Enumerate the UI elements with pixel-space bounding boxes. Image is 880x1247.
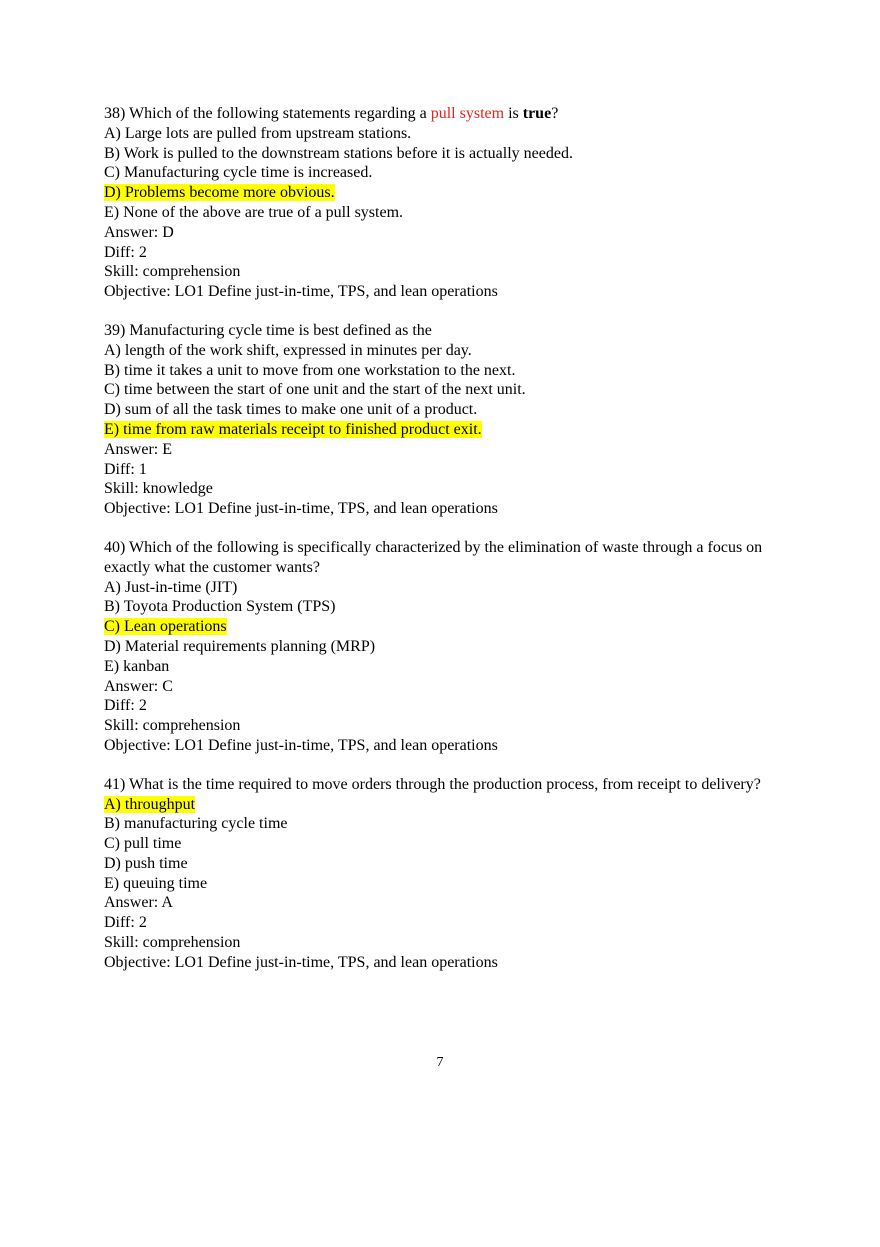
option-c-correct: C) Lean operations [104,618,227,636]
difficulty-line: Diff: 2 [104,914,147,932]
option-b: B) Toyota Production System (TPS) [104,598,336,616]
objective-line: Objective: LO1 Define just-in-time, TPS, and lean operations [104,283,498,301]
answer-line: Answer: E [104,440,172,458]
option-b: B) manufacturing cycle time [104,815,288,833]
question-stem: 40) Which of the following is specifically characterized by the elimination of waste through a focus on exactly what the customer wants? [104,538,763,576]
skill-line: Skill: comprehension [104,263,241,281]
question-stem: 39) Manufacturing cycle time is best defined as the [104,321,432,339]
question-39 [104,321,784,519]
option-e: E) queuing time [104,874,208,892]
option-a-correct: A) throughput [104,795,196,813]
option-a: A) Large lots are pulled from upstream stations. [104,124,412,142]
objective-line: Objective: LO1 Define just-in-time, TPS, and lean operations [104,953,498,971]
question-38 [104,104,784,302]
skill-line: Skill: comprehension [104,934,241,952]
page-number: 7 [436,1055,444,1070]
question-41 [104,775,784,973]
difficulty-line: Diff: 1 [104,460,147,478]
stem-text: ? [551,105,559,122]
option-c: C) time between the start of one unit and the start of the next unit. [104,381,526,399]
option-b: B) time it takes a unit to move from one workstation to the next. [104,361,516,379]
objective-line: Objective: LO1 Define just-in-time, TPS, and lean operations [104,500,498,518]
skill-line: Skill: knowledge [104,480,213,498]
option-e: E) None of the above are true of a pull system. [104,203,404,221]
question-stem [104,104,784,124]
difficulty-line: Diff: 2 [104,243,147,261]
option-a: A) Just-in-time (JIT) [104,578,238,596]
option-d: D) Material requirements planning (MRP) [104,637,376,655]
option-d-correct: D) Problems become more obvious. [104,184,335,202]
answer-line: Answer: A [104,894,173,912]
option-e-correct: E) time from raw materials receipt to finished product exit. [104,420,482,438]
stem-red-term: pull system [430,105,505,122]
option-d: D) sum of all the task times to make one unit of a product. [104,401,478,419]
question-40 [104,538,784,756]
difficulty-line: Diff: 2 [104,697,147,715]
option-c: C) pull time [104,835,182,853]
option-d: D) push time [104,854,188,872]
stem-text: 38) Which of the following statements regarding a [104,105,431,122]
skill-line: Skill: comprehension [104,717,241,735]
option-b: B) Work is pulled to the downstream stations before it is actually needed. [104,144,573,162]
option-e: E) kanban [104,657,170,675]
document-body [104,104,784,992]
question-stem: 41) What is the time required to move orders through the production process, from receipt to delivery? [104,775,761,793]
stem-bold-term: true [522,105,552,122]
answer-line: Answer: C [104,677,173,695]
objective-line: Objective: LO1 Define just-in-time, TPS, and lean operations [104,736,498,754]
option-c: C) Manufacturing cycle time is increased. [104,164,373,182]
answer-line: Answer: D [104,223,174,241]
stem-text: is [504,105,523,122]
option-a: A) length of the work shift, expressed in minutes per day. [104,341,472,359]
